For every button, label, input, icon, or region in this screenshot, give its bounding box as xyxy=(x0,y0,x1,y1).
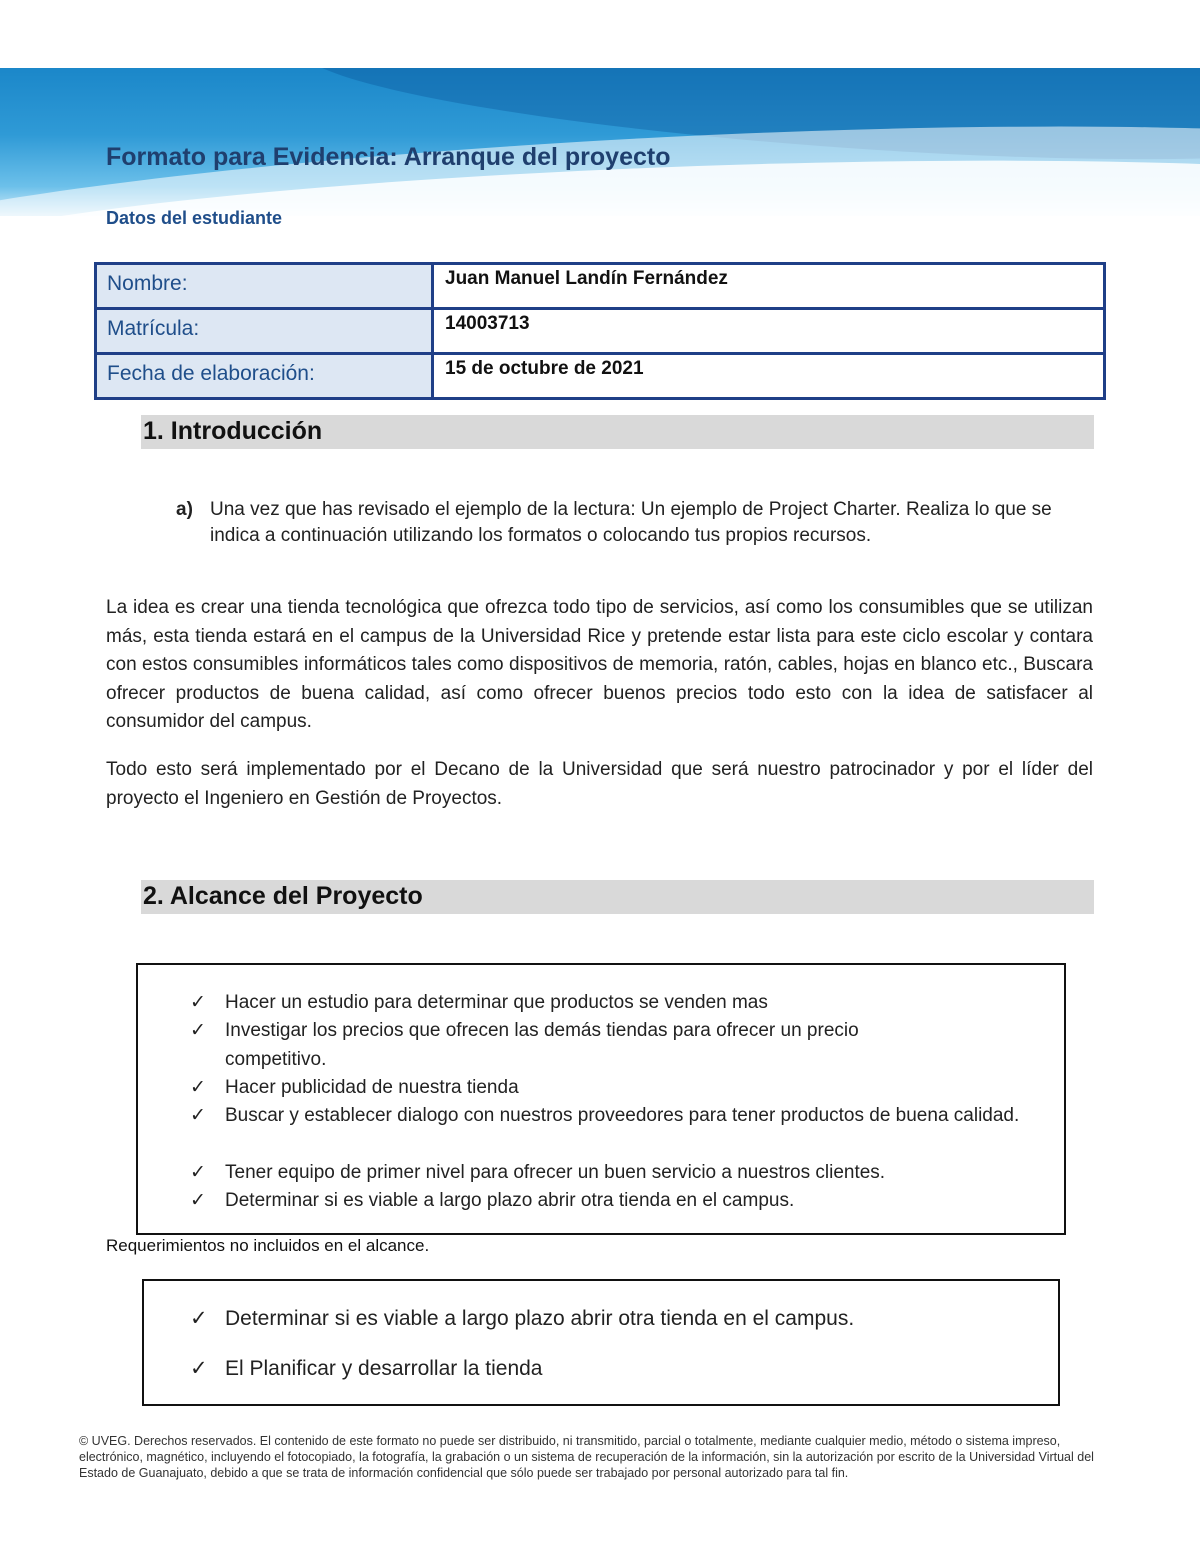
list-item-text: Tener equipo de primer nivel para ofrecer un buen servicio a nuestros clientes. xyxy=(225,1162,886,1183)
list-item-text: Determinar si es viable a largo plazo abrir otra tienda en el campus. xyxy=(225,1307,855,1330)
checkmark-icon: ✓ xyxy=(190,992,206,1013)
checkmark-icon: ✓ xyxy=(190,1077,206,1098)
excluded-box xyxy=(142,1279,1060,1406)
section-scope-header xyxy=(141,880,1094,914)
checkmark-icon: ✓ xyxy=(190,1162,206,1183)
checkmark-icon: ✓ xyxy=(190,1307,208,1330)
copyright-footer: © UVEG. Derechos reservados. El contenido de este formato no puede ser distribuido, ni transmitido, parcial o totalmente, mediante cualquier medio, método o sistema impreso, electrónico, magnético, incluyendo el fotocopiado, la fotografía, la grabación o un sistema de recuperación de la información, sin la autorización por escrito de la Universidad Virtual del Estado de Guanajuato, debido a que se trata de información confidencial que sólo puede ser trabajado por personal autorizado para tal fin. xyxy=(79,1434,1094,1480)
section-title: 1. Introducción xyxy=(143,417,323,445)
section-title: 2. Alcance del Proyecto xyxy=(143,882,423,910)
checkmark-icon: ✓ xyxy=(190,1190,206,1211)
enrollment-value: 14003713 xyxy=(433,309,1105,354)
table-row xyxy=(96,354,1105,399)
list-item-text: Hacer publicidad de nuestra tienda xyxy=(225,1077,519,1098)
section-introduction-header xyxy=(141,415,1094,449)
list-item-text: Hacer un estudio para determinar que productos se venden mas xyxy=(225,992,768,1013)
instruction-marker: a) xyxy=(176,499,193,520)
table-row xyxy=(96,309,1105,354)
student-data-heading: Datos del estudiante xyxy=(106,208,283,228)
document-title: Formato para Evidencia: Arranque del proyecto xyxy=(106,143,671,171)
excluded-requirements-label: Requerimientos no incluidos en el alcance. xyxy=(106,1236,430,1255)
header-banner xyxy=(0,68,1200,216)
checkmark-icon: ✓ xyxy=(190,1357,208,1380)
date-label: Fecha de elaboración: xyxy=(96,354,433,399)
student-data-table xyxy=(94,262,1106,400)
enrollment-label: Matrícula: xyxy=(96,309,433,354)
name-value: Juan Manuel Landín Fernández xyxy=(433,264,1105,309)
checkmark-icon: ✓ xyxy=(190,1020,206,1041)
table-row xyxy=(96,264,1105,309)
list-item-text: Buscar y establecer dialogo con nuestros proveedores para tener productos de buena calidad. xyxy=(225,1105,1020,1126)
scope-box xyxy=(136,963,1066,1235)
intro-paragraph: La idea es crear una tienda tecnológica que ofrezca todo tipo de servicios, así como los consumibles que se utilizan más, esta tienda estará en el campus de la Universidad Rice y pretende estar lista para este ciclo escolar y contara con estos consumibles informáticos tales como dispositivos de memoria, ratón, cables, hojas en blanco etc., Buscara ofrecer productos de buena calidad, así como ofrecer buenos precios todo esto con la idea de satisfacer al consumidor del campus. xyxy=(106,597,1093,732)
instruction-text: Una vez que has revisado el ejemplo de la lectura: Un ejemplo de Project Charter. Realiza lo que se indica a continuación utilizando los formatos o colocando tus propios recursos. xyxy=(210,499,1052,546)
date-value: 15 de octubre de 2021 xyxy=(433,354,1105,399)
intro-paragraph: Todo esto será implementado por el Decano de la Universidad que será nuestro patrocinador y por el líder del proyecto el Ingeniero en Gestión de Proyectos. xyxy=(106,759,1093,809)
list-item-text: Determinar si es viable a largo plazo abrir otra tienda en el campus. xyxy=(225,1190,795,1211)
list-item-text: Investigar los precios que ofrecen las demás tiendas para ofrecer un precio competitivo. xyxy=(225,1020,859,1070)
checkmark-icon: ✓ xyxy=(190,1105,206,1126)
name-label: Nombre: xyxy=(96,264,433,309)
list-item-text: El Planificar y desarrollar la tienda xyxy=(225,1357,543,1380)
